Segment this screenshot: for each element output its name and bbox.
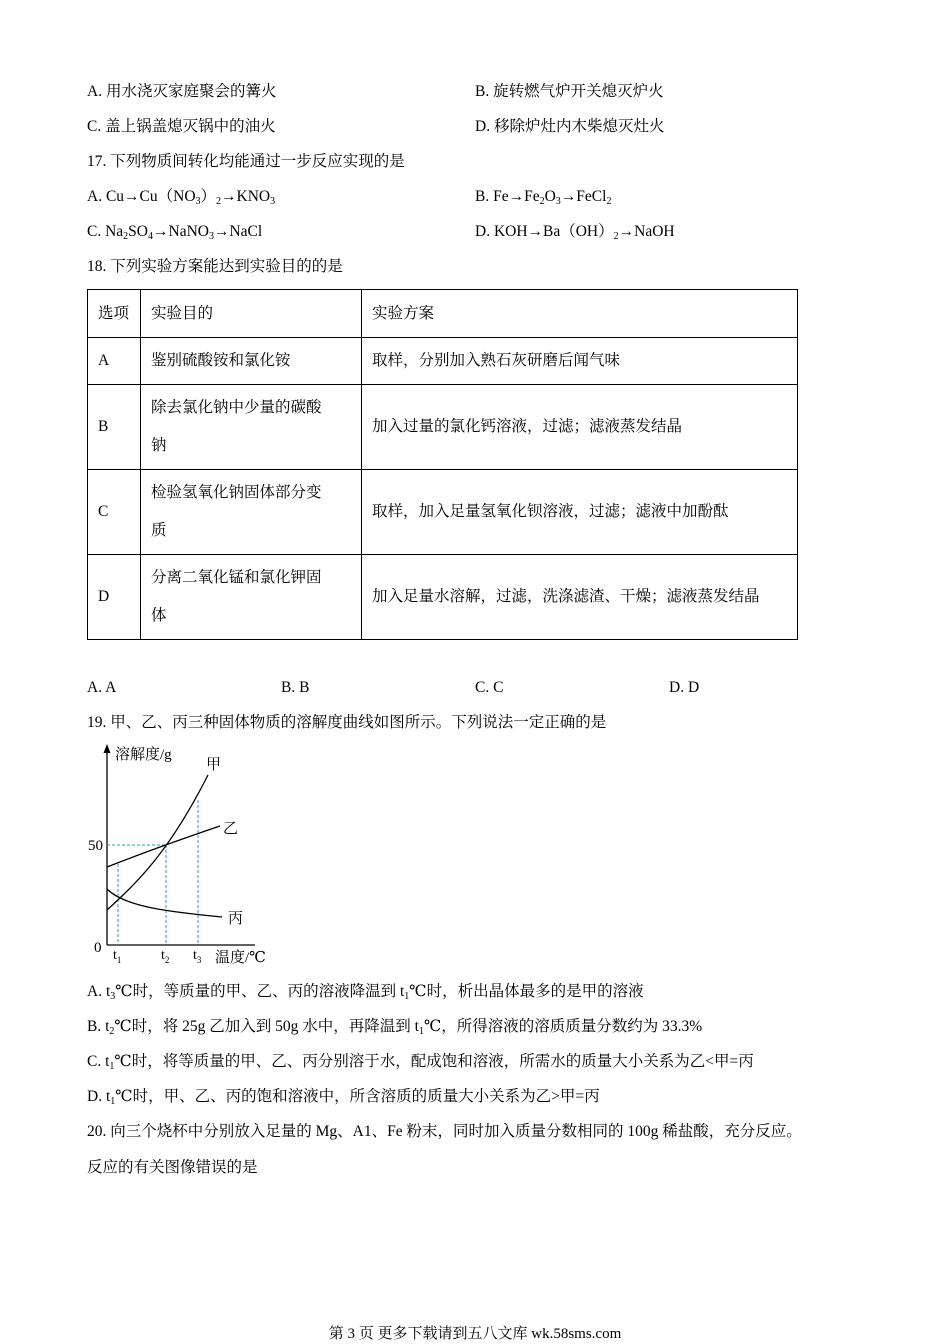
y-axis-arrow [104,744,111,753]
q16-option-a: A. 用水浇灭家庭聚会的篝火 [87,83,277,100]
curve-yi [107,826,220,867]
curve-jia [107,775,208,910]
label-bing: 丙 [228,911,244,927]
solubility-graph [80,742,266,972]
header-option: 选项 [88,290,141,338]
row-plan: 取样，加入足量氢氧化钡溶液，过滤；滤液中加酚酞 [362,470,798,555]
table-row [88,385,798,470]
table-row [88,555,798,640]
row-purpose: 鉴别硫酸铵和氯化铵 [141,338,362,385]
table-row [88,470,798,555]
row-purpose: 分离二氧化锰和氯化钾固 体 [141,555,362,640]
label-yi: 乙 [223,821,239,837]
q19-option-c: C. $t_1℃$时，将等质量的甲、乙、丙分别溶于水，配成饱和溶液，所需水的质量大小关系为乙<甲=丙 [87,1053,754,1072]
q16-option-d: D. 移除炉灶内木柴熄灭灶火 [475,118,665,135]
q17-option-c: C. $Na_2SO_4\to NaNO_3\to NaCl$ [87,223,263,242]
table-row [88,338,798,385]
q17-option-d: D. $KOH\to Ba(OH)_2\to NaOH$ [475,223,675,242]
q18-option-b: B. B [281,679,310,696]
y-axis-label: 溶解度/g [115,747,172,763]
table-header-row [88,290,798,338]
header-plan: 实验方案 [362,290,798,338]
label-t1: $t_1$ [113,948,122,965]
row-option: C [88,470,141,555]
q19-stem: 19. 甲、乙、丙三种固体物质的溶解度曲线如图所示。下列说法一定正确的是 [87,714,607,731]
q16-option-c: C. 盖上锅盖熄灭锅中的油火 [87,118,276,135]
label-t3: $t_3$ [193,948,202,965]
q16-option-b: B. 旋转燃气炉开关熄灭炉火 [475,83,664,100]
row-option: D [88,555,141,640]
label-jia: 甲 [206,757,222,773]
header-purpose: 实验目的 [141,290,362,338]
q20-stem-line2: 反应的有关图像错误的是 [87,1159,258,1176]
row-option: B [88,385,141,470]
label-origin: 0 [94,940,102,956]
q18-option-a: A. A [87,679,117,696]
label-t2: $t_2$ [161,948,170,965]
row-purpose: 除去氯化钠中少量的碳酸 钠 [141,385,362,470]
q17-option-b: B. $Fe\to Fe_2O_3\to FeCl_2$ [475,188,612,207]
q18-option-c: C. C [475,679,504,696]
q19-option-b: B. $t_2℃$时，将 25g 乙加入到 50g 水中，再降温到 $t_1℃$，所得溶液的溶质质量分数约为 33.3% [87,1018,703,1037]
row-plan: 取样，分别加入熟石灰研磨后闻气味 [362,338,798,385]
row-option: A [88,338,141,385]
row-plan: 加入过量的氯化钙溶液，过滤；滤液蒸发结晶 [362,385,798,470]
row-purpose: 检验氢氧化钠固体部分变 质 [141,470,362,555]
label-50: 50 [88,838,103,854]
q19-option-a: A. $t_3℃$时，等质量的甲、乙、丙的溶液降温到 $t_1℃$时，析出晶体最多的是甲的溶液 [87,983,644,1002]
q18-stem: 18. 下列实验方案能达到实验目的的是 [87,258,343,275]
q18-option-d: D. D [669,679,700,696]
row-plan: 加入足量水溶解，过滤，洗涤滤渣、干燥；滤液蒸发结晶 [362,555,798,640]
q20-stem-line1: 20. 向三个烧杯中分别放入足量的 Mg、A1、Fe 粉末，同时加入质量分数相同的 100g 稀盐酸，充分反应。 [87,1123,802,1140]
page-footer: 第 3 页 更多下载请到五八文库 wk.58sms.com [328,1326,622,1342]
q18-table [87,289,798,640]
q17-option-a: A. $Cu\to Cu(NO_3)_2\to KNO_3$ [87,188,276,207]
q17-stem: 17. 下列物质间转化均能通过一步反应实现的是 [87,153,405,170]
x-axis-label: 温度/℃ [215,950,266,966]
q19-option-d: D. $t_1℃$时，甲、乙、丙的饱和溶液中，所含溶质的质量大小关系为乙>甲=丙 [87,1088,600,1107]
